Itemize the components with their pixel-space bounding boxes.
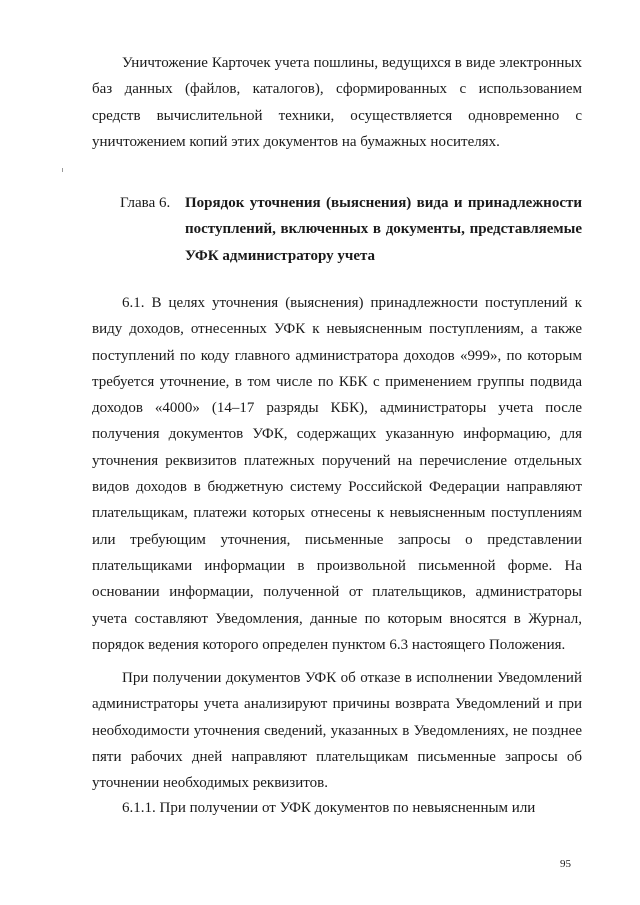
paragraph-refusal-text: При получении документов УФК об отказе в исполнении Уведомлений администраторы учета анализируют причины возврата Уведомлений и при необходимости уточнения сведений, указанных в Уведомлениях, не позднее пяти рабочих дней направляют плательщикам письменные запросы об уточнении необходимых реквизитов. — [92, 670, 582, 792]
paragraph-6-1-text: 6.1. В целях уточнения (выяснения) принадлежности поступлений к виду доходов, отнесенных УФК к невыясненным поступлениям, а также поступлений по коду главного администратора доходов «999», по которым требуется уточнение, в том числе по КБК с применением группы подвида доходов «4000» (14–17 разряды КБК), администраторы учета после получения документов УФК, содержащих указанную информацию, для уточнения реквизитов платежных поручений на перечисление отдельных видов доходов в бюджетную систему Российской Федерации направляют плательщикам, платежи которых отнесены к невыясненным поступлениям или требующим уточнения, письменные запросы о представлении плательщиками информации в произвольной письменной форме. На основании информации, полученной от плательщиков, администраторы учета составляют Уведомления, данные по которым вносятся в Журнал, порядок ведения которого определен пунктом 6.3 настоящего Положения. — [92, 295, 582, 653]
chapter-title: Порядок уточнения (выяснения) вида и принадлежности поступлений, включенных в документы, представляемые УФК администратору учета — [185, 195, 582, 264]
paragraph-refusal — [92, 665, 582, 796]
margin-mark — [62, 168, 63, 172]
paragraph-6-1-1 — [92, 795, 582, 821]
paragraph-6-1 — [92, 290, 582, 658]
intro-paragraph-text: Уничтожение Карточек учета пошлины, ведущихся в виде электронных баз данных (файлов, каталогов), сформированных с использованием средств вычислительной техники, осуществляется одновременно с уничтожением копий этих документов на бумажных носителях. — [92, 55, 582, 150]
page-number: 95 — [560, 858, 571, 870]
intro-paragraph — [92, 50, 582, 155]
paragraph-6-1-1-text: 6.1.1. При получении от УФК документов по невыясненным или — [122, 800, 536, 816]
chapter-label: Глава 6. — [120, 195, 171, 211]
